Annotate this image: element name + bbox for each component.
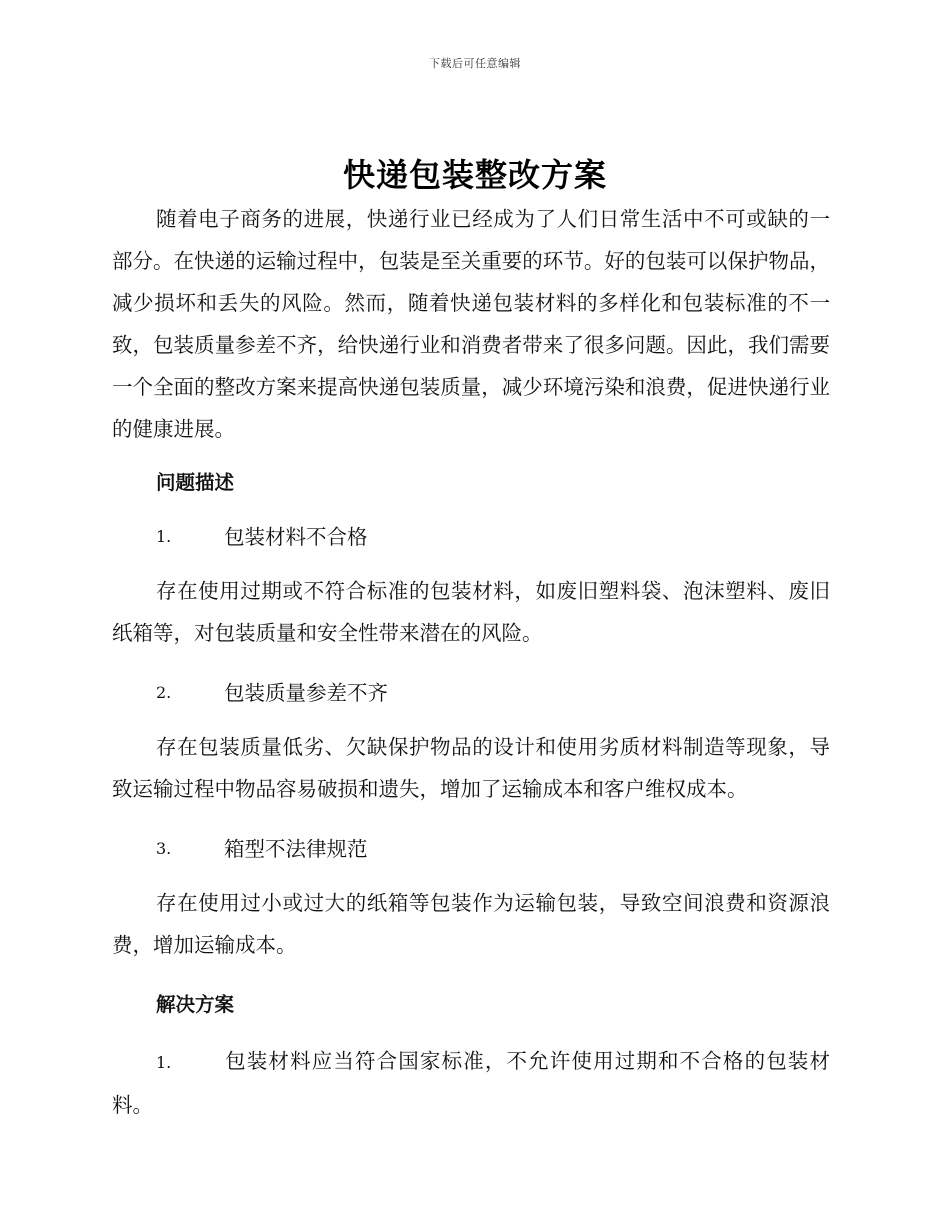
solution-text: 包装材料应当符合国家标准，不允许使用过期和不合格的包装材料。 (112, 1049, 830, 1117)
problem-item-1 (112, 522, 830, 552)
intro-paragraph: 随着电子商务的进展，快递行业已经成为了人们日常生活中不可或缺的一部分。在快递的运输过程中，包装是至关重要的环节。好的包装可以保护物品，减少损坏和丢失的风险。然而，随着快递包装材料的多样化和包装标准的不一致，包装质量参差不齐，给快递行业和消费者带来了很多问题。因此，我们需要一个全面的整改方案来提高快递包装质量，减少环境污染和浪费，促进快递行业的健康进展。 (112, 207, 830, 441)
document-title: 快递包装整改方案 (342, 156, 607, 194)
section-heading-solutions: 解决方案 (156, 993, 235, 1016)
list-number: 1. (156, 527, 172, 546)
problem-title: 包装质量参差不齐 (224, 681, 388, 705)
solution-item-1 (112, 1040, 830, 1126)
list-number: 1. (156, 1053, 172, 1072)
problem-description-3: 存在使用过小或过大的纸箱等包装作为运输包装，导致空间浪费和资源浪费，增加运输成本。 (112, 891, 830, 957)
problem-description-1: 存在使用过期或不符合标准的包装材料，如废旧塑料袋、泡沫塑料、废旧纸箱等，对包装质量和安全性带来潜在的风险。 (112, 579, 830, 645)
problem-title: 包装材料不合格 (224, 525, 368, 549)
section-heading-problems: 问题描述 (156, 471, 235, 494)
problem-title: 箱型不法律规范 (224, 837, 368, 861)
list-number: 2. (156, 683, 172, 702)
document-body (112, 198, 830, 1126)
problem-item-2 (112, 678, 830, 708)
list-number: 3. (156, 839, 172, 858)
header-note: 下载后可任意编辑 (429, 57, 521, 70)
problem-item-3 (112, 834, 830, 864)
problem-description-2: 存在包装质量低劣、欠缺保护物品的设计和使用劣质材料制造等现象，导致运输过程中物品容易破损和遗失，增加了运输成本和客户维权成本。 (112, 735, 830, 801)
